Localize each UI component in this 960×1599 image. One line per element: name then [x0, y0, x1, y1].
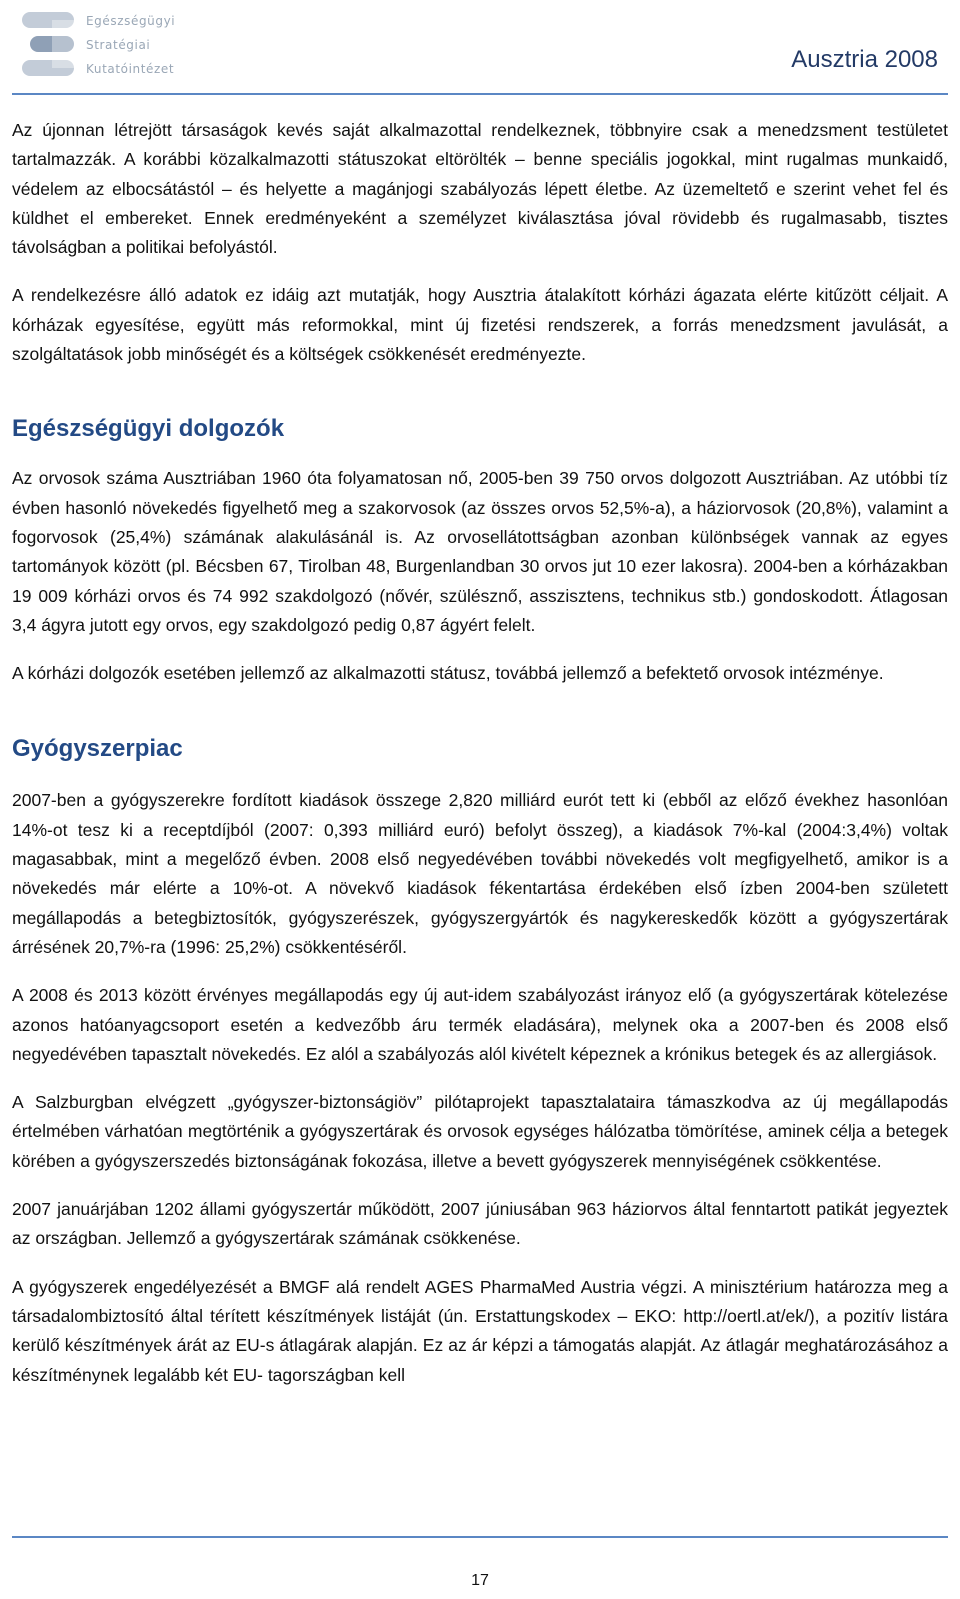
section-heading: Gyógyszerpiac: [12, 735, 183, 763]
logo-line-2: Stratégiai: [86, 38, 151, 52]
paragraph: 2007-ben a gyógyszerekre fordított kiadások összege 2,820 milliárd eurót tett ki (ebből az előző évekhez hasonlóan 14%-ot tesz ki a receptdíjból (2007: 0,393 milliárd euró) befolyt összeg), a kiadások 7%-kal (2004:3,4%) voltak magasabbak, mint a megelőző évben. 2008 első negyedévében további növekedés volt megfigyelhető, amikor is a növekedés már elérte a 10%-ot. A növekvő kiadások fékentartása érdekében első ízben 2004-ben született megállapodás a betegbiztosítók, gyógyszerészek, gyógyszergyártók és nagykereskedők között a gyógyszertárak árrésének 20,7%-ra (1996: 25,2%) csökkentéséről.: [12, 790, 948, 957]
paragraph: 2007 januárjában 1202 állami gyógyszertár működött, 2007 júniusában 963 háziorvos által fenntartott patikát jegyeztek az országban. Jellemző a gyógyszertárak számának csökkenése.: [12, 1199, 948, 1249]
paragraph: A kórházi dolgozók esetében jellemző az alkalmazotti státusz, továbbá jellemző a befektető orvosok intézménye.: [12, 663, 884, 684]
document-body: [12, 116, 948, 1390]
paragraph: Az orvosok száma Ausztriában 1960 óta folyamatosan nő, 2005-ben 39 750 orvos dolgozott Ausztriában. Az utóbbi tíz évben hasonló növekedés figyelhető meg a szakorvosok (az összes orvos 52,5%-a), a háziorvosok (20,8%), valamint a fogorvosok (25,4%) számának alakulásánál is. Az orvosellátottságban azonban különbségek vannak az egyes tartományok között (pl. Bécsben 67, Tirolban 48, Burgenlandban 30 orvos jut 10 ezer lakosra). 2004-ben a kórházakban 19 009 kórházi orvos és 74 992 szakdolgozó (nővér, szülésznő, asszisztens, technikus stb.) gondoskodott. Átlagosan 3,4 ágyra jutott egy orvos, egy szakdolgozó pedig 0,87 ágyért felelt.: [12, 468, 948, 635]
footer-divider: [12, 1536, 948, 1538]
page-number: 17: [471, 1572, 489, 1589]
paragraph: Az újonnan létrejött társaságok kevés saját alkalmazottal rendelkeznek, többnyire csak a menedzsment testületet tartalmazzák. A korábbi közalkalmazotti státuszokat eltörölték – benne speciális jogokkal, mint rugalmas munkaidő, védelem az elbocsátástól – és helyette a magánjogi szabályozás lépett életbe. Az üzemeltető e szerint vehet fel és küldhet el embereket. Ennek eredményeként a személyzet kiválasztása jóval rövidebb és rugalmasabb, tisztes távolságban a politikai befolyástól.: [12, 120, 948, 258]
paragraph: A Salzburgban elvégzett „gyógyszer-biztonságiöv” pilótaprojekt tapasztalataira támaszkodva az új megállapodás értelmében várhatóan megtörténik a gyógyszertárak és orvosok egységes hálózatba tömörítése, aminek célja a betegek körében a gyógyszerszedés biztonságának fokozása, illetve a bevett gyógyszerek mennyiségének csökkentése.: [12, 1092, 948, 1171]
institute-logo: [22, 10, 176, 88]
section-heading: Egészségügyi dolgozók: [12, 415, 285, 443]
paragraph: A 2008 és 2013 között érvényes megállapodás egy új aut-idem szabályozást irányoz elő (a gyógyszertárak kötelezése azonos hatóanyagcsoport esetén a kedvezőbb áru termék eladására), melynek oka a 2007-ben és 2008 első negyedévében tapasztalt növekedés. Ez alól a szabályozás alól kivételt képeznek a krónikus betegek és az allergiások.: [12, 985, 948, 1064]
header-title: Ausztria 2008: [791, 46, 938, 73]
paragraph: A rendelkezésre álló adatok ez idáig azt mutatják, hogy Ausztria átalakított kórházi ágazata elérte kitűzött céljait. A kórházak egyesítése, együtt más reformokkal, mint új fizetési rendszerek, a forrás menedzsment javulását, a szolgáltatások jobb minőségét és a költségek csökkenését eredményezte.: [12, 285, 948, 365]
page-header: [0, 0, 960, 100]
logo-line-3: Kutatóintézet: [86, 62, 175, 76]
header-divider: [12, 93, 948, 95]
paragraph: A gyógyszerek engedélyezését a BMGF alá rendelt AGES PharmaMed Austria végzi. A minisztérium határozza meg a társadalombiztosító által térített készítmények listáját (ún. Erstattungskodex – EKO: http://oertl.at/ek/), a pozitív listára kerülő készítmények árát az EU-s átlagárak alapján. Ez az ár képzi a támogatás alapját. Az átlagár meghatározásához a készítménynek legalább két EU- tagországban kell: [12, 1276, 948, 1385]
logo-line-1: Egészségügyi: [86, 14, 176, 28]
